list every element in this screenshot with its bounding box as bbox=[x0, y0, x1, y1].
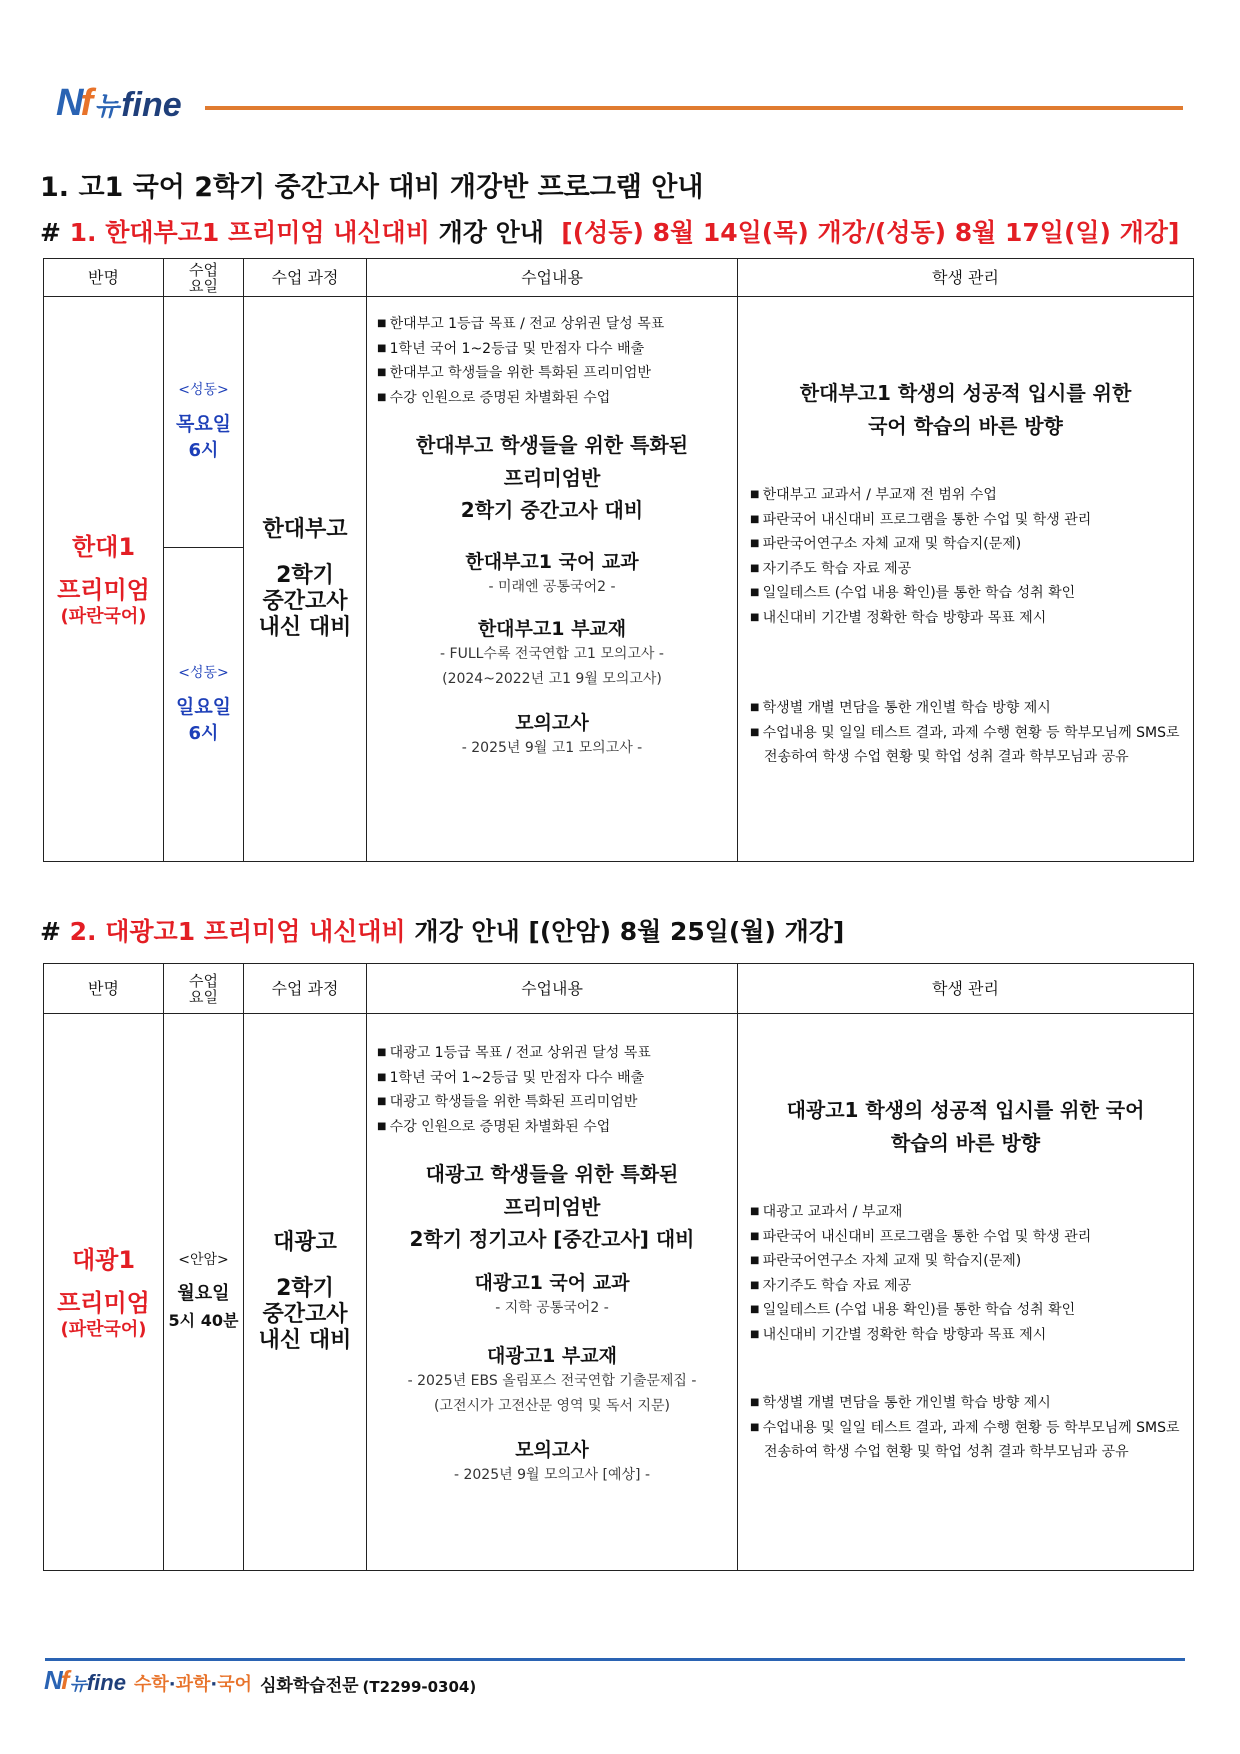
mock-exam-title: 모의고사 bbox=[515, 711, 589, 734]
management-bullet: ■ 파란국어 내신대비 프로그램을 통한 수업 및 학생 관리 bbox=[750, 1226, 1181, 1251]
management-bullet: ■ 파란국어연구소 자체 교재 및 학습지(문제) bbox=[750, 1250, 1181, 1275]
content-bullet: ■ 1학년 국어 1~2등급 및 만점자 다수 배출 bbox=[377, 338, 727, 363]
management-bullet: ■ 자기주도 학습 자료 제공 bbox=[750, 1275, 1181, 1300]
subtextbook-detail: (2024~2022년 고1 9월 모의고사) bbox=[442, 670, 662, 687]
subtextbook-detail: - FULL수록 전국연합 고1 모의고사 - bbox=[440, 645, 664, 662]
content-headline: 프리미엄반 bbox=[503, 465, 601, 490]
management-title: 한대부고1 학생의 성공적 입시를 위한 bbox=[799, 381, 1132, 406]
management-title: 대광고1 학생의 성공적 입시를 위한 국어 bbox=[786, 1098, 1145, 1122]
management-title: 국어 학습의 바른 방향 bbox=[868, 413, 1063, 438]
management-bullet: ■ 학생별 개별 면담을 통한 개인별 학습 방향 제시 bbox=[750, 697, 1181, 722]
header-content: 수업내용 bbox=[367, 964, 738, 1014]
header-course: 수업 과정 bbox=[244, 964, 367, 1014]
header-management: 학생 관리 bbox=[738, 964, 1194, 1014]
header-divider bbox=[205, 106, 1183, 110]
content-bullet: ■ 한대부고 학생들을 위한 특화된 프리미엄반 bbox=[377, 362, 727, 387]
mock-exam-detail: - 2025년 9월 모의고사 [예상] - bbox=[453, 1466, 650, 1483]
class-day-cell bbox=[164, 1014, 244, 1571]
header-day: 수업 요일 bbox=[164, 964, 244, 1014]
content-cell bbox=[367, 1014, 738, 1571]
page-title: 1. 고1 국어 2학기 중간고사 대비 개강반 프로그램 안내 bbox=[40, 172, 704, 203]
textbook-detail: - 지학 공통국어2 - bbox=[495, 1299, 609, 1316]
footer-logo-korean: 뉴 bbox=[69, 1674, 87, 1695]
management-title: 학습의 바른 방향 bbox=[890, 1130, 1041, 1155]
textbook-title: 대광고1 국어 교과 bbox=[474, 1271, 630, 1294]
class-time: 5시 40분 bbox=[168, 1311, 239, 1330]
management-bullet: ■ 내신대비 기간별 정확한 학습 방향과 목표 제시 bbox=[750, 1324, 1181, 1349]
brand-logo bbox=[56, 78, 182, 122]
management-bullet: ■ 내신대비 기간별 정확한 학습 방향과 목표 제시 bbox=[750, 607, 1181, 632]
logo-word: fine bbox=[121, 86, 182, 124]
management-bullet: ■ 수업내용 및 일일 테스트 결과, 과제 수행 현황 등 학부모님께 SMS로 전송하여 학생 수업 현황 및 학업 성취 결과 학부모님과 공유 bbox=[750, 1417, 1181, 1465]
subtextbook-title: 대광고1 부교재 bbox=[487, 1344, 617, 1367]
class-brand: (파란국어) bbox=[60, 606, 147, 628]
course-term: 2학기 bbox=[276, 563, 334, 589]
footer-subjects: 수학·과학·국어 bbox=[133, 1674, 252, 1695]
textbook-detail: - 미래엔 공통국어2 - bbox=[488, 578, 616, 595]
course-type: 내신 대비 bbox=[258, 1328, 352, 1353]
content-bullet: ■ 수강 인원으로 증명된 차별화된 수업 bbox=[377, 1116, 727, 1141]
content-headline: 한대부고 학생들을 위한 특화된 bbox=[415, 433, 689, 458]
course-type: 내신 대비 bbox=[258, 615, 352, 641]
logo-korean: 뉴 bbox=[94, 92, 120, 122]
course-exam: 중간고사 bbox=[262, 589, 348, 615]
class-day-cell bbox=[164, 548, 244, 862]
management-bullet: ■ 대광고 교과서 / 부교재 bbox=[750, 1201, 1181, 1226]
class-name: 한대1 bbox=[71, 533, 136, 562]
footer-specialty: 심화학습전문 bbox=[260, 1676, 359, 1696]
content-bullet: ■ 한대부고 1등급 목표 / 전교 상위권 달성 목표 bbox=[377, 313, 727, 338]
management-bullet: ■ 일일테스트 (수업 내용 확인)를 통한 학습 성취 확인 bbox=[750, 582, 1181, 607]
class-time: 6시 bbox=[188, 440, 219, 462]
content-headline: 2학기 정기고사 [중간고사] 대비 bbox=[409, 1227, 695, 1251]
program-table-1 bbox=[43, 258, 1194, 862]
location-label: <안암> bbox=[178, 1252, 229, 1268]
course-cell bbox=[244, 297, 367, 862]
header-day: 수업 요일 bbox=[164, 259, 244, 297]
course-cell bbox=[244, 1014, 367, 1571]
content-headline: 2학기 중간고사 대비 bbox=[460, 498, 644, 523]
content-cell bbox=[367, 297, 738, 862]
content-bullet: ■ 대광고 학생들을 위한 특화된 프리미엄반 bbox=[377, 1091, 727, 1116]
class-day-cell bbox=[164, 297, 244, 548]
location-label: <성동> bbox=[178, 664, 229, 681]
class-tier: 프리미엄 bbox=[57, 576, 150, 605]
content-headline: 대광고 학생들을 위한 특화된 bbox=[425, 1162, 679, 1186]
class-day: 일요일 bbox=[175, 695, 232, 718]
class-name-cell bbox=[44, 297, 164, 862]
management-bullet: ■ 학생별 개별 면담을 통한 개인별 학습 방향 제시 bbox=[750, 1392, 1181, 1417]
section-1-title: # 1. 한대부고1 프리미엄 내신대비 개강 안내 [(성동) 8월 14일(목) 개강/(성동) 8월 17일(일) 개강] bbox=[40, 218, 1180, 247]
class-day: 월요일 bbox=[177, 1283, 230, 1304]
course-school: 한대부고 bbox=[262, 517, 348, 543]
management-cell bbox=[738, 1014, 1194, 1571]
class-name-cell bbox=[44, 1014, 164, 1571]
program-table-2 bbox=[43, 963, 1194, 1571]
footer-phone: (T2299-0304) bbox=[362, 1678, 477, 1696]
management-bullet: ■ 파란국어 내신대비 프로그램을 통한 수업 및 학생 관리 bbox=[750, 509, 1181, 534]
section-2-title: # 2. 대광고1 프리미엄 내신대비 개강 안내 [(안암) 8월 25일(월) 개강] bbox=[40, 917, 845, 946]
management-bullet: ■ 한대부고 교과서 / 부교재 전 범위 수업 bbox=[750, 484, 1181, 509]
header-management: 학생 관리 bbox=[738, 259, 1194, 297]
content-bullet: ■ 대광고 1등급 목표 / 전교 상위권 달성 목표 bbox=[377, 1042, 727, 1067]
textbook-title: 한대부고1 국어 교과 bbox=[465, 550, 639, 573]
management-bullet: ■ 수업내용 및 일일 테스트 결과, 과제 수행 현황 등 학부모님께 SMS로 전송하여 학생 수업 현황 및 학업 성취 결과 학부모님과 공유 bbox=[750, 722, 1181, 770]
course-school: 대광고 bbox=[273, 1230, 337, 1255]
content-headline: 프리미엄반 bbox=[503, 1194, 601, 1219]
footer bbox=[44, 1665, 476, 1696]
header-class-name: 반명 bbox=[44, 964, 164, 1014]
course-term: 2학기 bbox=[276, 1276, 334, 1301]
mock-exam-title: 모의고사 bbox=[515, 1438, 589, 1461]
class-time: 6시 bbox=[188, 722, 219, 744]
content-bullet: ■ 1학년 국어 1~2등급 및 만점자 다수 배출 bbox=[377, 1067, 727, 1092]
class-brand: (파란국어) bbox=[60, 1319, 147, 1340]
subtextbook-detail: (고전시가 고전산문 영역 및 독서 지문) bbox=[433, 1397, 671, 1414]
location-label: <성동> bbox=[178, 382, 229, 399]
class-name: 대광1 bbox=[71, 1246, 136, 1274]
header-content: 수업내용 bbox=[367, 259, 738, 297]
subtextbook-detail: - 2025년 EBS 올림포스 전국연합 기출문제집 - bbox=[407, 1372, 697, 1389]
logo-mark: Nf bbox=[56, 82, 91, 124]
subtextbook-title: 한대부고1 부교재 bbox=[477, 617, 627, 640]
footer-divider bbox=[45, 1658, 1185, 1661]
management-cell bbox=[738, 297, 1194, 862]
course-exam: 중간고사 bbox=[262, 1302, 348, 1327]
mock-exam-detail: - 2025년 9월 고1 모의고사 - bbox=[461, 739, 643, 756]
management-bullet: ■ 일일테스트 (수업 내용 확인)를 통한 학습 성취 확인 bbox=[750, 1299, 1181, 1324]
header-class-name: 반명 bbox=[44, 259, 164, 297]
class-day: 목요일 bbox=[175, 413, 232, 436]
content-bullet: ■ 수강 인원으로 증명된 차별화된 수업 bbox=[377, 387, 727, 412]
footer-logo-mark: Nf bbox=[44, 1665, 68, 1695]
header-course: 수업 과정 bbox=[244, 259, 367, 297]
footer-logo-word: fine bbox=[86, 1670, 126, 1695]
class-tier: 프리미엄 bbox=[57, 1289, 150, 1317]
management-bullet: ■ 자기주도 학습 자료 제공 bbox=[750, 558, 1181, 583]
management-bullet: ■ 파란국어연구소 자체 교재 및 학습지(문제) bbox=[750, 533, 1181, 558]
